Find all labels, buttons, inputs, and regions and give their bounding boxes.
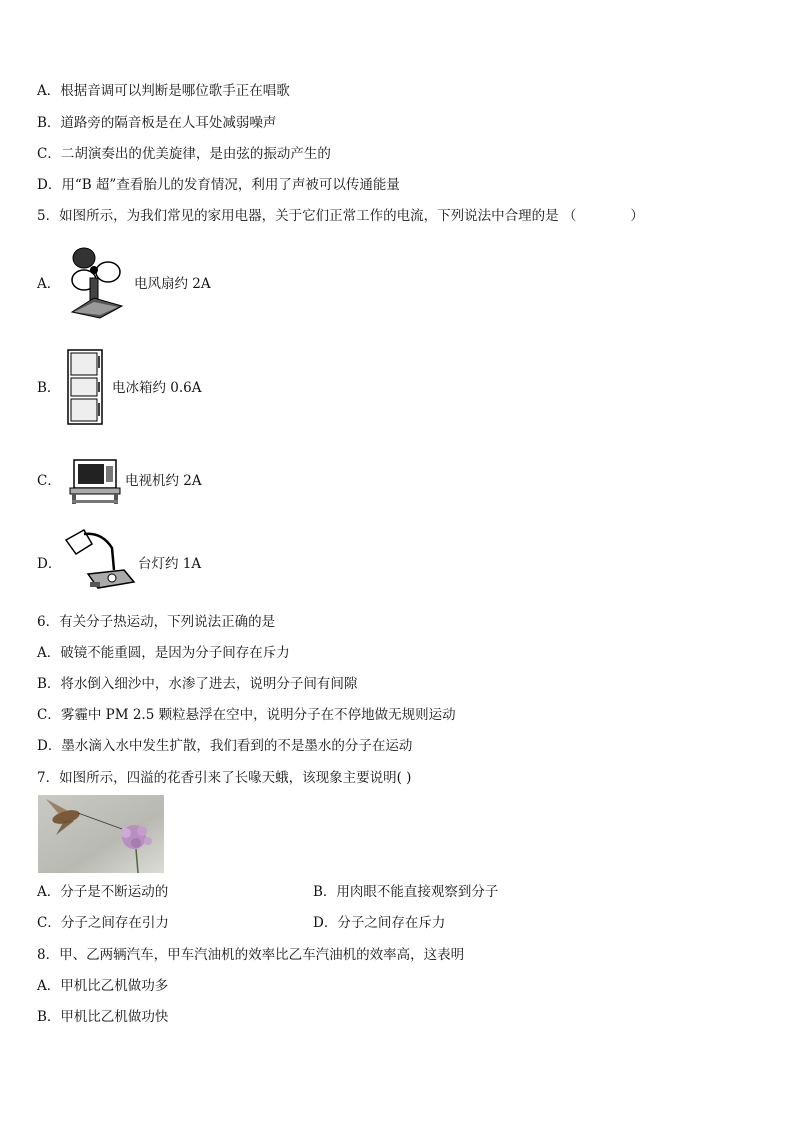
q6-option-a: A．破镜不能重圆，是因为分子间存在斥力 (37, 645, 290, 661)
q4-option-b: B．道路旁的隔音板是在人耳处减弱噪声 (37, 115, 277, 131)
q6-option-b: B．将水倒入细沙中，水渗了进去，说明分子间有间隙 (37, 676, 358, 692)
q5-option-d-text: 台灯约 1A (138, 556, 202, 572)
q7-option-d: D．分子之间存在斥力 (313, 915, 446, 931)
television-image (68, 456, 122, 506)
q6-option-c: C．雾霾中 PM 2.5 颗粒悬浮在空中，说明分子在不停地做无规则运动 (37, 707, 456, 723)
q6-option-d: D．墨水滴入水中发生扩散，我们看到的不是墨水的分子在运动 (37, 738, 413, 754)
q5-option-a-letter: A． (37, 276, 61, 292)
q7-option-c: C．分子之间存在引力 (37, 915, 169, 931)
q5-option-b-letter: B． (37, 380, 61, 396)
q7-stem: 7．如图所示，四溢的花香引来了长喙天蛾，该现象主要说明( ) (37, 770, 412, 786)
q4-option-a: A．根据音调可以判断是哪位歌手正在唱歌 (37, 83, 290, 99)
q5-option-c-text: 电视机约 2A (125, 473, 202, 489)
electric-fan-image (64, 244, 126, 320)
hawkmoth-flower-photo (38, 795, 164, 873)
q7-option-b: B．用肉眼不能直接观察到分子 (313, 884, 499, 900)
q5-option-c-letter: C． (37, 473, 61, 489)
q5-option-b-text: 电冰箱约 0.6A (112, 380, 202, 396)
q8-stem: 8．甲、乙两辆汽车，甲车汽油机的效率比乙车汽油机的效率高，这表明 (37, 947, 465, 963)
q6-stem: 6．有关分子热运动，下列说法正确的是 (37, 614, 276, 630)
q5-stem: 5．如图所示，为我们常见的家用电器，关于它们正常工作的电流，下列说法中合理的是 （ ） (37, 208, 644, 224)
refrigerator-image (66, 348, 106, 426)
q7-option-a: A．分子是不断运动的 (37, 884, 169, 900)
q5-option-d-letter: D． (37, 556, 62, 572)
q8-option-b: B．甲机比乙机做功快 (37, 1009, 169, 1025)
desk-lamp-image (62, 526, 138, 598)
q5-option-a-text: 电风扇约 2A (134, 276, 211, 292)
q4-option-d: D．用“B 超”查看胎儿的发育情况，利用了声被可以传通能量 (37, 177, 400, 193)
q8-option-a: A．甲机比乙机做功多 (37, 978, 169, 994)
q4-option-c: C．二胡演奏出的优美旋律，是由弦的振动产生的 (37, 146, 331, 162)
